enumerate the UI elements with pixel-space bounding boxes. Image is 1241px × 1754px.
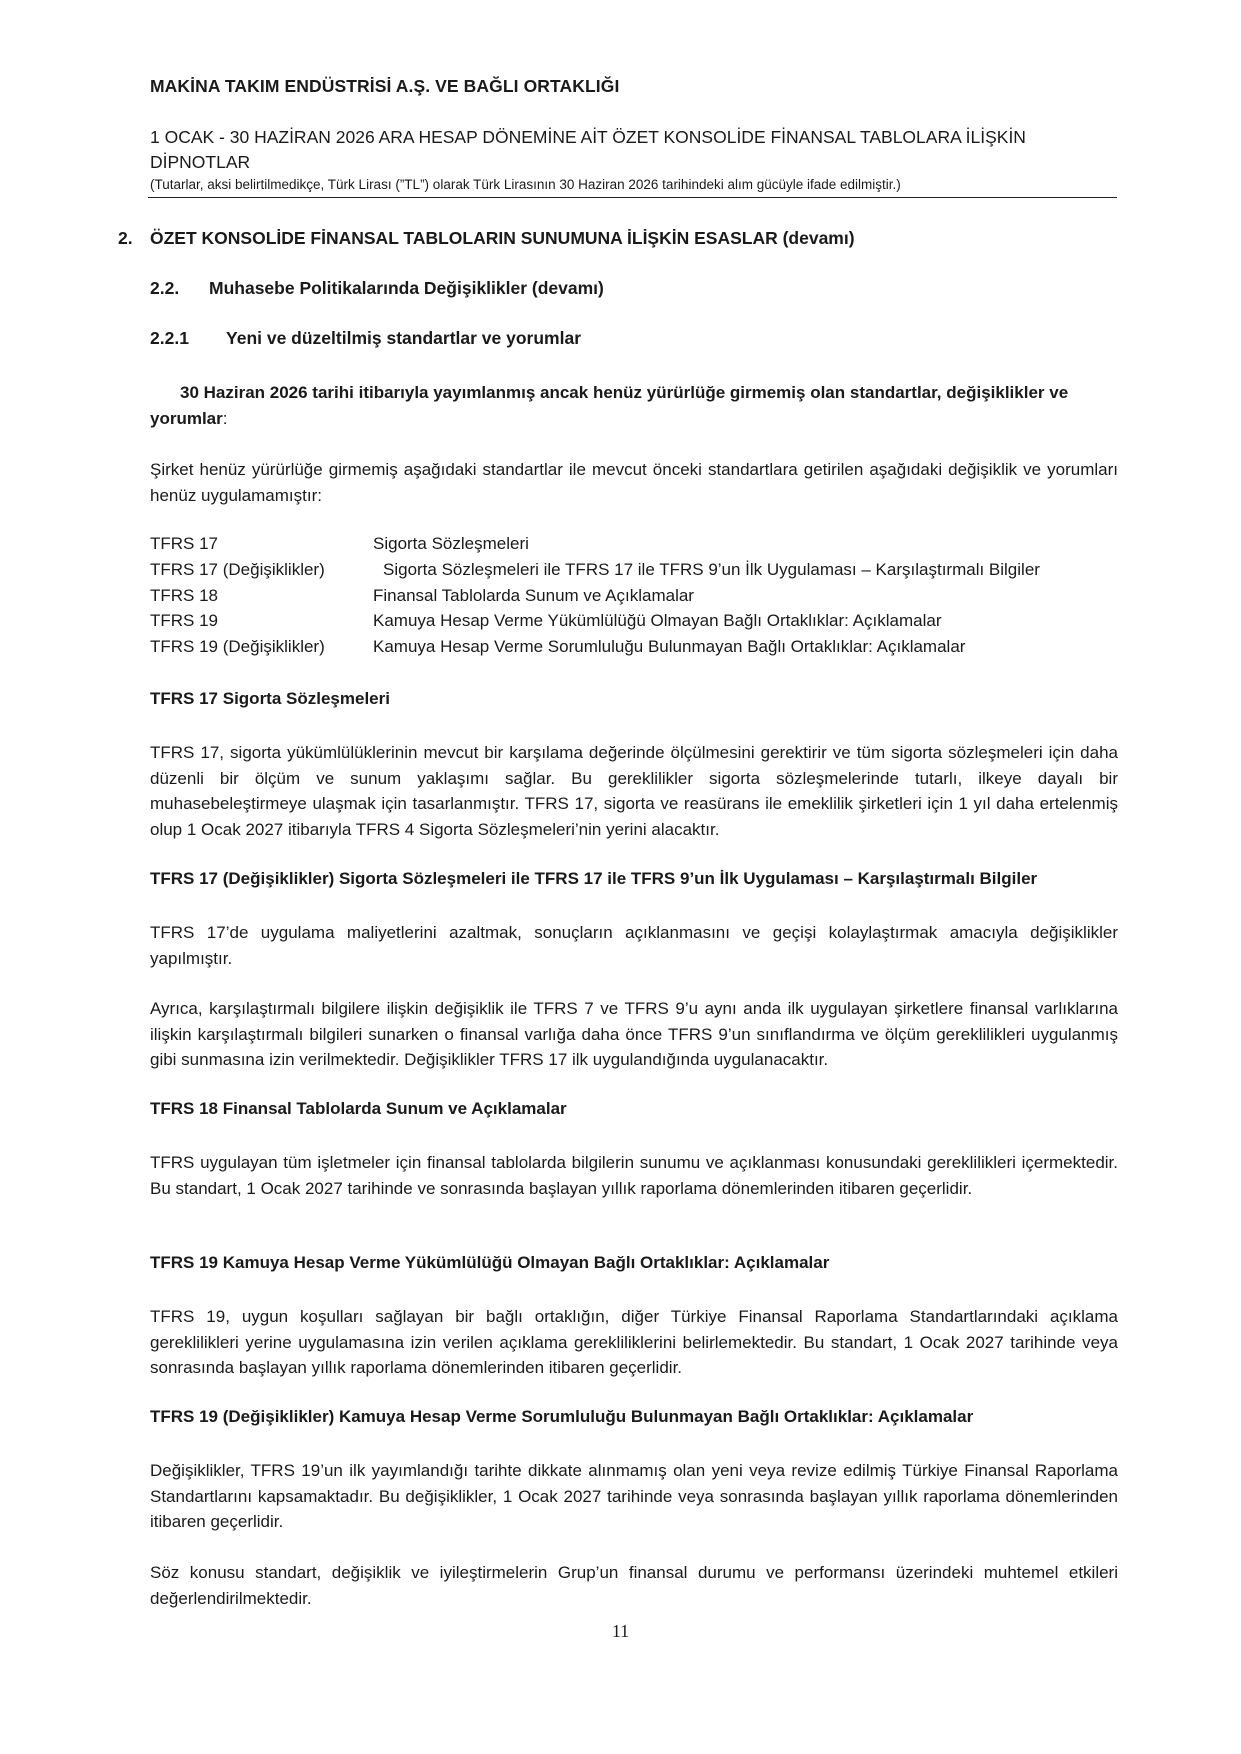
section-2-heading [118, 228, 855, 249]
subsection-heading: TFRS 17 (Değişiklikler) Sigorta Sözleşmeleri ile TFRS 17 ile TFRS 9’un İlk Uygulaması – Karşılaştırmalı Bilgiler [150, 869, 1038, 888]
section-title: ÖZET KONSOLİDE FİNANSAL TABLOLARIN SUNUMUNA İLİŞKİN ESASLAR (devamı) [150, 228, 855, 248]
company-name: MAKİNA TAKIM ENDÜSTRİSİ A.Ş. VE BAĞLI ORTAKLIĞI [150, 76, 620, 96]
standard-name: Sigorta Sözleşmeleri ile TFRS 17 ile TFRS 9’un İlk Uygulaması – Karşılaştırmalı Bilgiler [383, 560, 1040, 579]
body-paragraph: TFRS uygulayan tüm işletmeler için finansal tablolarda bilgilerin sunumu ve açıklanması konusundaki gereklilikleri içermektedir. Bu standart, 1 Ocak 2027 tarihinde ve sonrasında başlayan yıllık raporlama dönemlerinden itibaren geçerlidir. [150, 1153, 1118, 1198]
body-paragraph: TFRS 17’de uygulama maliyetlerini azaltmak, sonuçların açıklanmasını ve geçişi kolaylaştırmak amacıyla değişiklikler yapılmıştır. [150, 923, 1118, 968]
body-paragraph: TFRS 19, uygun koşulları sağlayan bir bağlı ortaklığın, diğer Türkiye Finansal Raporlama Standartlarındaki açıklama gereklilikleri yerine uygulamasına izin verilen açıklama gerekliliklerini belirlemektedir. Bu standart, 1 Ocak 2027 tarihinde veya sonrasında başlayan yıllık raporlama dönemlerinden itibaren geçerlidir. [150, 1307, 1118, 1377]
report-title-line1: 1 OCAK - 30 HAZİRAN 2026 ARA HESAP DÖNEMİNE AİT ÖZET KONSOLİDE FİNANSAL TABLOLARA İLİŞKİN [150, 127, 1026, 147]
section-number: 2.2.1 [150, 328, 189, 348]
section-2-2-heading [150, 278, 604, 299]
standard-name: Sigorta Sözleşmeleri [373, 534, 529, 553]
page-number: 11 [611, 1621, 630, 1641]
standard-name: Finansal Tablolarda Sunum ve Açıklamalar [373, 586, 694, 605]
intro-paragraph: Şirket henüz yürürlüğe girmemiş aşağıdaki standartlar ile mevcut önceki standartlara getirilen aşağıdaki değişiklik ve yorumları henüz uygulamamıştır: [150, 460, 1118, 505]
section-title: Muhasebe Politikalarında Değişiklikler (devamı) [209, 278, 604, 298]
section-number: 2. [118, 228, 133, 248]
subsection-heading: TFRS 17 Sigorta Sözleşmeleri [150, 689, 390, 708]
report-title-line2: DİPNOTLAR [150, 152, 251, 172]
currency-note: (Tutarlar, aksi belirtilmedikçe, Türk Lirası (”TL”) olarak Türk Lirasının 30 Haziran 2026 tarihindeki alım gücüyle ifade edilmiştir.) [150, 177, 901, 192]
header-divider [148, 197, 1117, 198]
section-number: 2.2. [150, 278, 180, 298]
subsection-heading: TFRS 18 Finansal Tablolarda Sunum ve Açıklamalar [150, 1099, 567, 1118]
body-paragraph: Ayrıca, karşılaştırmalı bilgilere ilişkin değişiklik ile TFRS 7 ve TFRS 9’u aynı anda ilk uygulayan şirketlere finansal varlıklarına ilişkin karşılaştırmalı bilgileri sunarken o finansal varlığa daha önce TFRS 9’un sınıflandırma ve ölçüm gereklilikleri uygulanmış gibi sunmasına izin verilmektedir. Değişiklikler TFRS 17 ilk uygulandığında uygulanacaktır. [150, 999, 1118, 1069]
body-paragraph: Değişiklikler, TFRS 19’un ilk yayımlandığı tarihte dikkate alınmamış olan yeni veya revize edilmiş Türkiye Finansal Raporlama Standartlarını kapsamaktadır. Bu değişiklikler, 1 Ocak 2027 tarihinde veya sonrasında başlayan yıllık raporlama dönemlerinden itibaren geçerlidir. [150, 1461, 1118, 1531]
standard-code: TFRS 19 [150, 611, 219, 630]
standard-code: TFRS 17 [150, 534, 219, 553]
standard-code: TFRS 19 (Değişiklikler) [150, 637, 325, 656]
standard-name: Kamuya Hesap Verme Sorumluluğu Bulunmayan Bağlı Ortaklıklar: Açıklamalar [373, 637, 966, 656]
section-2-2-1-heading [150, 328, 581, 349]
subsection-heading: TFRS 19 Kamuya Hesap Verme Yükümlülüğü Olmayan Bağlı Ortaklıklar: Açıklamalar [150, 1253, 830, 1272]
intro-heading: 30 Haziran 2026 tarihi itibarıyla yayımlanmış ancak henüz yürürlüğe girmemiş olan standartlar, değişiklikler ve yorumlar: [150, 383, 1069, 428]
body-paragraph: TFRS 17, sigorta yükümlülüklerinin mevcut bir karşılama değerinde ölçülmesini gerektirir ve tüm sigorta sözleşmeleri için daha düzenli bir ölçüm ve sunum yaklaşımı sağlar. Bu gereklilikler sigorta sözleşmelerinde tutarlı, ilkeye dayalı bir muhasebeleştirmeye ulaşmak için tasarlanmıştır. TFRS 17, sigorta ve reasürans ile emeklilik şirketleri için 1 yıl daha ertelenmiş olup 1 Ocak 2027 itibarıyla TFRS 4 Sigorta Sözleşmeleri’nin yerini alacaktır. [150, 743, 1118, 839]
standard-name: Kamuya Hesap Verme Yükümlülüğü Olmayan Bağlı Ortaklıklar: Açıklamalar [373, 611, 942, 630]
subsection-heading: TFRS 19 (Değişiklikler) Kamuya Hesap Verme Sorumluluğu Bulunmayan Bağlı Ortaklıklar: Açıklamalar [150, 1407, 974, 1426]
standard-code: TFRS 17 (Değişiklikler) [150, 560, 325, 579]
body-paragraph: Söz konusu standart, değişiklik ve iyileştirmelerin Grup’un finansal durumu ve performansı üzerindeki muhtemel etkileri değerlendirilmektedir. [150, 1563, 1118, 1608]
section-title: Yeni ve düzeltilmiş standartlar ve yorumlar [226, 328, 581, 348]
standard-code: TFRS 18 [150, 586, 219, 605]
